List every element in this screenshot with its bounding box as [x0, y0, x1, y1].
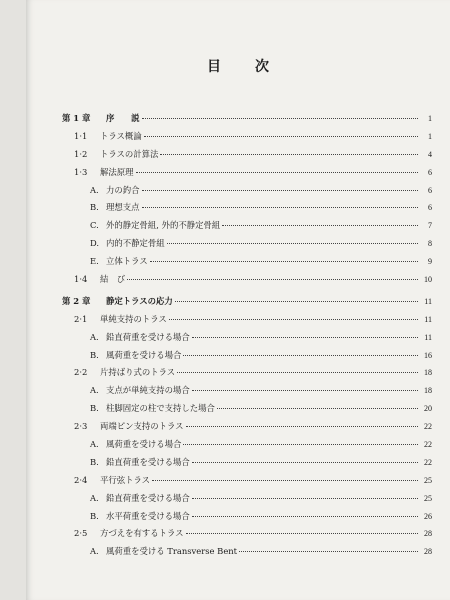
dot-leader — [217, 408, 418, 409]
toc-entry-page: 22 — [424, 422, 432, 432]
toc-entry-title: 立体トラス — [106, 256, 148, 267]
toc-entry-sub — [62, 331, 432, 349]
dot-leader — [150, 261, 418, 262]
toc-entry-number: 2·3 — [74, 421, 88, 432]
toc-entry-title: 柱脚固定の柱で支持した場合 — [106, 403, 215, 414]
toc-entry-section — [62, 420, 432, 438]
dot-leader — [183, 444, 418, 445]
dot-leader — [152, 480, 418, 481]
dot-leader — [127, 279, 418, 280]
toc-entry-title: 鉛直荷重を受ける場合 — [106, 456, 190, 467]
toc-entry-page: 18 — [424, 386, 432, 396]
dot-leader — [169, 319, 418, 320]
dot-leader — [222, 225, 418, 226]
toc-entry-sub — [62, 492, 432, 510]
toc-entry-chapter — [62, 295, 432, 313]
toc-entry-number: 第 1 章 — [62, 113, 91, 123]
toc-entry-page: 7 — [428, 221, 432, 231]
dot-leader — [177, 372, 418, 373]
toc-entry-title: 水平荷重を受ける場合 — [106, 510, 190, 521]
toc-entry-sub — [62, 438, 432, 456]
toc-entry-title: 鉛直荷重を受ける場合 — [106, 492, 190, 503]
toc-entry-sub — [62, 545, 432, 563]
toc-entry-section — [62, 148, 432, 166]
toc-entry-title: 両端ピン支持のトラス — [100, 421, 184, 432]
toc-entry-page: 11 — [424, 296, 432, 306]
toc-entry-number: A. — [90, 385, 99, 396]
toc-entry-number: A. — [90, 546, 99, 557]
toc-entry-page: 6 — [428, 185, 432, 195]
toc-entry-number: A. — [90, 492, 99, 503]
toc-entry-title: 風荷重を受ける場合 — [106, 439, 182, 450]
toc-entry-sub — [62, 184, 432, 202]
toc-entry-number: B. — [90, 456, 99, 467]
toc-entry-sub — [62, 402, 432, 420]
toc-entry-sub — [62, 510, 432, 528]
dot-leader — [192, 498, 418, 499]
toc-entry-page: 11 — [424, 314, 432, 324]
toc-entry-page: 28 — [424, 529, 432, 539]
dot-leader — [192, 390, 418, 391]
toc-entry-number: 1·1 — [74, 130, 88, 141]
dot-leader — [167, 243, 418, 244]
toc-entry-number: 1·4 — [74, 274, 88, 285]
toc-entry-sub — [62, 219, 432, 237]
toc-entry-title: 支点が単純支持の場合 — [106, 385, 190, 396]
toc-entry-number: 2·1 — [74, 313, 88, 324]
toc-entry-sub — [62, 201, 432, 219]
toc-entry-section — [62, 527, 432, 545]
toc-entry-section — [62, 366, 432, 384]
toc-entry-page: 8 — [428, 239, 432, 249]
dot-leader — [142, 118, 419, 119]
toc-entry-number: 1·3 — [74, 166, 88, 177]
toc-entry-page: 4 — [428, 149, 432, 159]
toc-entry-title: 内的不静定骨組 — [106, 238, 165, 249]
toc-entry-page: 6 — [428, 167, 432, 177]
toc-entry-page: 10 — [424, 275, 432, 285]
toc-entry-section — [62, 130, 432, 148]
dot-leader — [136, 172, 419, 173]
dot-leader — [186, 533, 419, 534]
page-title: 目次 — [207, 59, 303, 75]
toc-entry-sub — [62, 255, 432, 273]
dot-leader — [175, 301, 418, 302]
toc-entry-number: A. — [90, 184, 99, 195]
toc-entry-title: 風荷重を受ける Transverse Bent — [106, 546, 238, 557]
dot-leader — [192, 337, 418, 338]
dot-leader — [160, 154, 418, 155]
toc-entry-number: A. — [90, 439, 99, 450]
toc-entry-sub — [62, 384, 432, 402]
toc-entry-number: B. — [90, 349, 99, 360]
toc-entry-title: 鉛直荷重を受ける場合 — [106, 331, 190, 342]
toc-entry-title: 外的静定骨組, 外的不静定骨組 — [106, 220, 221, 231]
toc-entry-chapter — [62, 112, 432, 130]
toc-entry-section — [62, 273, 432, 291]
toc-entry-number: B. — [90, 510, 99, 521]
toc-entry-number: E. — [90, 256, 99, 267]
toc-entry-title: 静定トラスの応力 — [106, 295, 173, 306]
toc-entry-number: 第 2 章 — [62, 295, 91, 306]
toc-entry-number: 2·2 — [74, 367, 88, 378]
toc-entry-number: B. — [90, 202, 99, 213]
toc-entry-sub — [62, 349, 432, 367]
table-of-contents — [62, 112, 432, 563]
dot-leader — [142, 207, 419, 208]
toc-entry-title: 方づえを有するトラス — [100, 528, 184, 539]
toc-entry-title: 平行弦トラス — [100, 474, 150, 485]
toc-entry-number: D. — [90, 238, 100, 249]
toc-entry-page: 18 — [424, 368, 432, 378]
toc-entry-title: 片持ばり式のトラス — [100, 367, 176, 378]
toc-entry-title: 単純支持のトラス — [100, 313, 167, 324]
toc-entry-title: 力の釣合 — [106, 184, 140, 195]
toc-entry-number: A. — [90, 331, 99, 342]
toc-entry-page: 22 — [424, 457, 432, 467]
toc-entry-page: 28 — [424, 547, 432, 557]
toc-entry-section — [62, 474, 432, 492]
toc-entry-title: トラス概論 — [100, 130, 142, 141]
dot-leader — [192, 462, 418, 463]
toc-entry-page: 1 — [428, 114, 432, 123]
toc-entry-title: 理想支点 — [106, 202, 140, 213]
toc-entry-page: 22 — [424, 440, 432, 450]
toc-entry-title: 結 び — [100, 274, 126, 285]
toc-entry-title: 解法原理 — [100, 166, 134, 177]
toc-entry-title: トラスの計算法 — [100, 148, 159, 159]
toc-entry-section — [62, 313, 432, 331]
toc-entry-page: 1 — [428, 131, 432, 141]
toc-entry-page: 11 — [424, 332, 432, 342]
dot-leader — [144, 136, 418, 137]
book-page — [26, 0, 450, 600]
toc-entry-page: 9 — [428, 257, 432, 267]
toc-entry-sub — [62, 237, 432, 255]
toc-entry-page: 26 — [424, 511, 432, 521]
toc-entry-number: 1·2 — [74, 148, 88, 159]
toc-entry-number: 2·4 — [74, 474, 88, 485]
toc-entry-sub — [62, 456, 432, 474]
toc-entry-page: 20 — [424, 404, 432, 414]
dot-leader — [142, 190, 419, 191]
toc-entry-number: 2·5 — [74, 528, 88, 539]
toc-entry-page: 25 — [424, 493, 432, 503]
toc-entry-page: 6 — [428, 203, 432, 213]
toc-entry-number: B. — [90, 403, 99, 414]
dot-leader — [186, 426, 419, 427]
toc-entry-title: 序 説 — [106, 113, 140, 123]
toc-entry-title: 風荷重を受ける場合 — [106, 349, 182, 360]
toc-entry-page: 16 — [424, 350, 432, 360]
dot-leader — [192, 516, 418, 517]
toc-entry-section — [62, 166, 432, 184]
dot-leader — [183, 355, 418, 356]
toc-entry-page: 25 — [424, 475, 432, 485]
toc-entry-number: C. — [90, 220, 99, 231]
dot-leader — [239, 551, 418, 552]
